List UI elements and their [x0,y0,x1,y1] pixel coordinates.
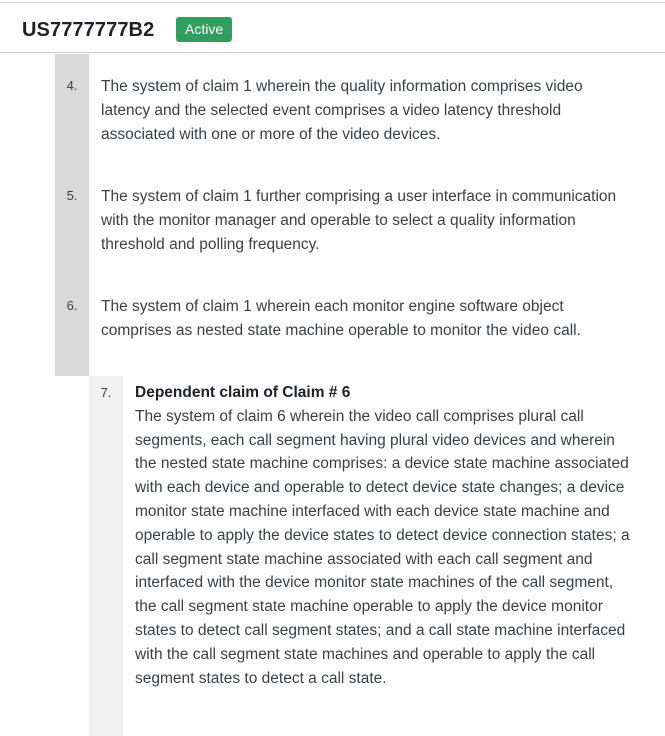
status-badge: Active [176,17,232,42]
claim-number: 6. [66,298,78,313]
dependent-claim-indent-bar [89,376,123,736]
patent-header [0,3,665,53]
dependent-claim-label: Dependent claim of Claim # 6 [135,384,351,401]
claim-text: The system of claim 1 wherein the quality information comprises video latency and the selected event comprises a video latency threshold associated with one or more of the video devices. [101,78,583,143]
dependent-claim [135,381,631,690]
claim-number: 5. [66,188,78,203]
claim-number: 7. [100,385,112,400]
patent-number: US7777777B2 [22,19,155,41]
claim-text: The system of claim 6 wherein the video call comprises plural call segments, each call segment having plural video devices and wherein the nested state machine comprises: a device state machine associated with each device and operable to detect device state changes; a device monitor state machine interfaced with each device state machine and operable to apply the device states to detect device connection states; a call segment state machine associated with each call segment and interfaced with the device monitor state machines of the call segment, the call segment state machine operable to apply the device monitor states to detect call segment states; and a call state machine interfaced with the call segment state machines and operable to apply the call segment states to detect a call state. [135,407,630,687]
claim-group-indent-bar [55,54,89,376]
claim-text: The system of claim 1 wherein each monitor engine software object comprises as nested state machine operable to monitor the video call. [101,298,581,339]
claim-number: 4. [66,78,78,93]
claim-text: The system of claim 1 further comprising a user interface in communication with the monitor manager and operable to select a quality information threshold and polling frequency. [101,188,617,253]
